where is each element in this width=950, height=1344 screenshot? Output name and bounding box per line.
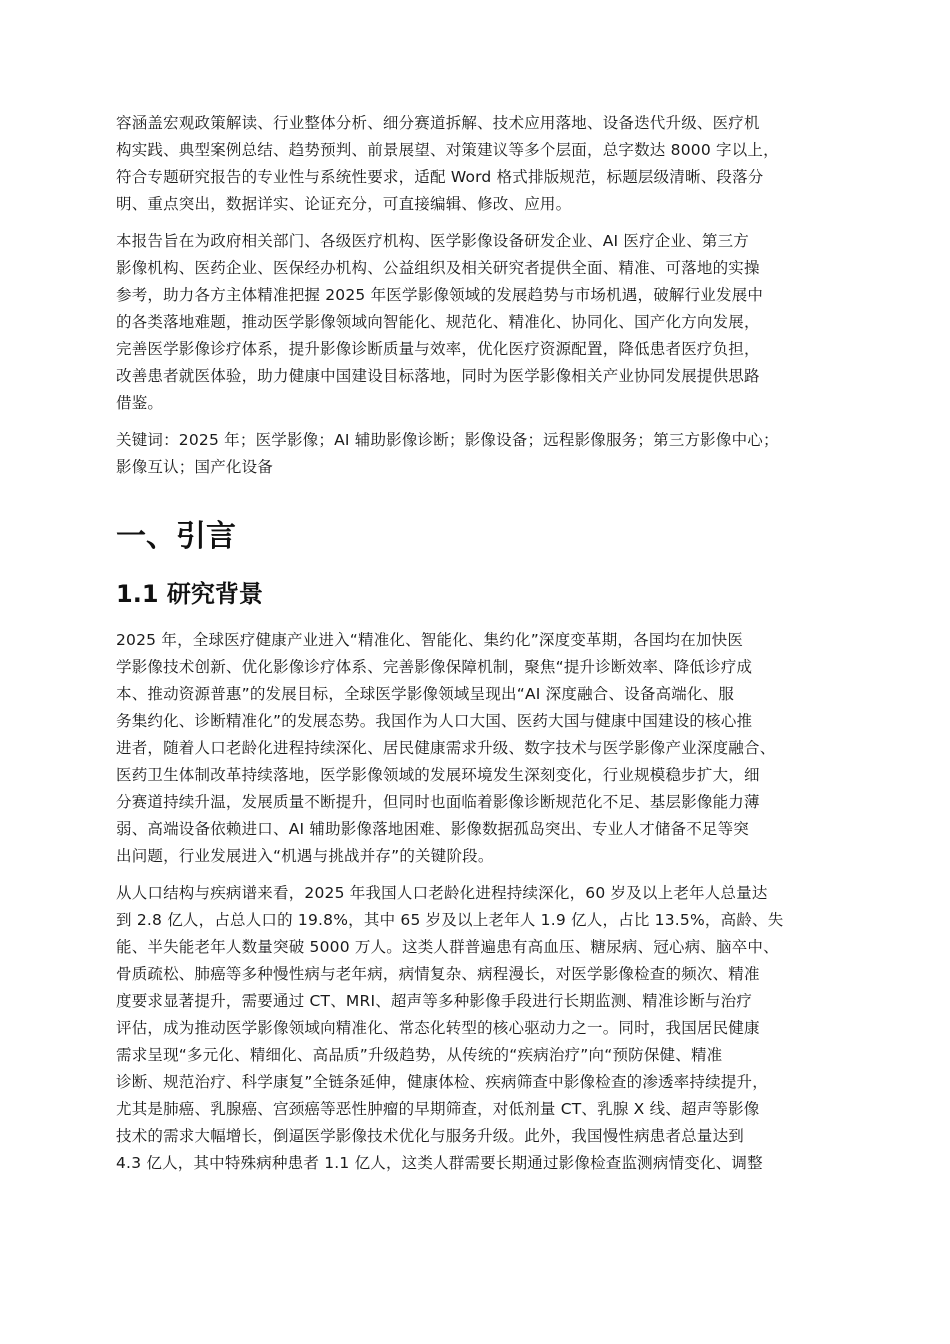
text-line: 弱、高端设备依赖进口、AI 辅助影像落地困难、影像数据孤岛突出、专业人才储备不足等突 xyxy=(116,820,750,838)
keywords-paragraph xyxy=(116,427,846,481)
text-line: 到 2.8 亿人，占总人口的 19.8%，其中 65 岁及以上老年人 1.9 亿人，占比 13.5%，高龄、失 xyxy=(116,911,784,929)
document-page xyxy=(116,110,846,1187)
text-line: 学影像技术创新、优化影像诊疗体系、完善影像保障机制，聚焦“提升诊断效率、降低诊疗成 xyxy=(116,658,753,676)
text-line: 进者，随着人口老龄化进程持续深化、居民健康需求升级、数字技术与医学影像产业深度融合、 xyxy=(116,739,776,757)
intro-paragraph-scope xyxy=(116,110,846,218)
intro-paragraph-purpose xyxy=(116,228,846,417)
text-line: 影像机构、医药企业、医保经办机构、公益组织及相关研究者提供全面、精准、可落地的实操 xyxy=(116,259,760,277)
subsection-heading: 1.1 研究背景 xyxy=(116,580,263,608)
text-line: 骨质疏松、肺癌等多种慢性病与老年病，病情复杂、病程漫长，对医学影像检查的频次、精准 xyxy=(116,965,760,983)
text-line: 本、推动资源普惠”的发展目标，全球医学影像领域呈现出“AI 深度融合、设备高端化、服 xyxy=(116,685,735,703)
text-line: 明、重点突出，数据详实、论证充分，可直接编辑、修改、应用。 xyxy=(116,195,572,213)
section-heading: 一、引言 xyxy=(116,519,236,554)
text-line: 医药卫生体制改革持续落地，医学影像领域的发展环境发生深刻变化，行业规模稳步扩大，细 xyxy=(116,766,760,784)
text-line: 改善患者就医体验，助力健康中国建设目标落地，同时为医学影像相关产业协同发展提供思路 xyxy=(116,367,760,385)
text-line: 务集约化、诊断精准化”的发展态势。我国作为人口大国、医药大国与健康中国建设的核心推 xyxy=(116,712,753,730)
text-line: 出问题，行业发展进入“机遇与挑战并存”的关键阶段。 xyxy=(116,847,494,865)
text-line: 参考，助力各方主体精准把握 2025 年医学影像领域的发展趋势与市场机遇，破解行业发展中 xyxy=(116,286,764,304)
text-line: 评估，成为推动医学影像领域向精准化、常态化转型的核心驱动力之一。同时，我国居民健康 xyxy=(116,1019,760,1037)
text-line: 尤其是肺癌、乳腺癌、宫颈癌等恶性肿瘤的早期筛查，对低剂量 CT、乳腺 X 线、超声等影像 xyxy=(116,1100,760,1118)
text-line: 度要求显著提升，需要通过 CT、MRI、超声等多种影像手段进行长期监测、精准诊断与治疗 xyxy=(116,992,753,1010)
text-line: 符合专题研究报告的专业性与系统性要求，适配 Word 格式排版规范，标题层级清晰、段落分 xyxy=(116,168,764,186)
text-line: 技术的需求大幅增长，倒逼医学影像技术优化与服务升级。此外，我国慢性病患者总量达到 xyxy=(116,1127,745,1145)
text-line: 完善医学影像诊疗体系，提升影像诊断质量与效率，优化医疗资源配置，降低患者医疗负担， xyxy=(116,340,760,358)
text-line: 诊断、规范治疗、科学康复”全链条延伸，健康体检、疾病筛查中影像检查的渗透率持续提升， xyxy=(116,1073,768,1091)
text-line: 2025 年，全球医疗健康产业进入“精准化、智能化、集约化”深度变革期，各国均在加快医 xyxy=(116,631,744,649)
text-line: 的各类落地难题，推动医学影像领域向智能化、规范化、精准化、协同化、国产化方向发展， xyxy=(116,313,760,331)
text-line: 借鉴。 xyxy=(116,394,164,412)
background-paragraph-2 xyxy=(116,880,846,1177)
text-line: 4.3 亿人，其中特殊病种患者 1.1 亿人，这类人群需要长期通过影像检查监测病情变化、调整 xyxy=(116,1154,763,1172)
text-line: 从人口结构与疾病谱来看，2025 年我国人口老龄化进程持续深化，60 岁及以上老年人总量达 xyxy=(116,884,768,902)
text-line: 本报告旨在为政府相关部门、各级医疗机构、医学影像设备研发企业、AI 医疗企业、第三方 xyxy=(116,232,750,250)
text-line: 容涵盖宏观政策解读、行业整体分析、细分赛道拆解、技术应用落地、设备迭代升级、医疗机 xyxy=(116,114,760,132)
text-line: 需求呈现“多元化、精细化、高品质”升级趋势，从传统的“疾病治疗”向“预防保健、精准 xyxy=(116,1046,723,1064)
text-line: 能、半失能老年人数量突破 5000 万人。这类人群普遍患有高血压、糖尿病、冠心病、脑卒中、 xyxy=(116,938,779,956)
background-paragraph-1 xyxy=(116,627,846,870)
text-line: 构实践、典型案例总结、趋势预判、前景展望、对策建议等多个层面，总字数达 8000 字以上， xyxy=(116,141,779,159)
text-line: 影像互认；国产化设备 xyxy=(116,458,274,476)
text-line: 分赛道持续升温，发展质量不断提升，但同时也面临着影像诊断规范化不足、基层影像能力薄 xyxy=(116,793,760,811)
text-line: 关键词：2025 年；医学影像；AI 辅助影像诊断；影像设备；远程影像服务；第三方影像中心； xyxy=(116,431,779,449)
